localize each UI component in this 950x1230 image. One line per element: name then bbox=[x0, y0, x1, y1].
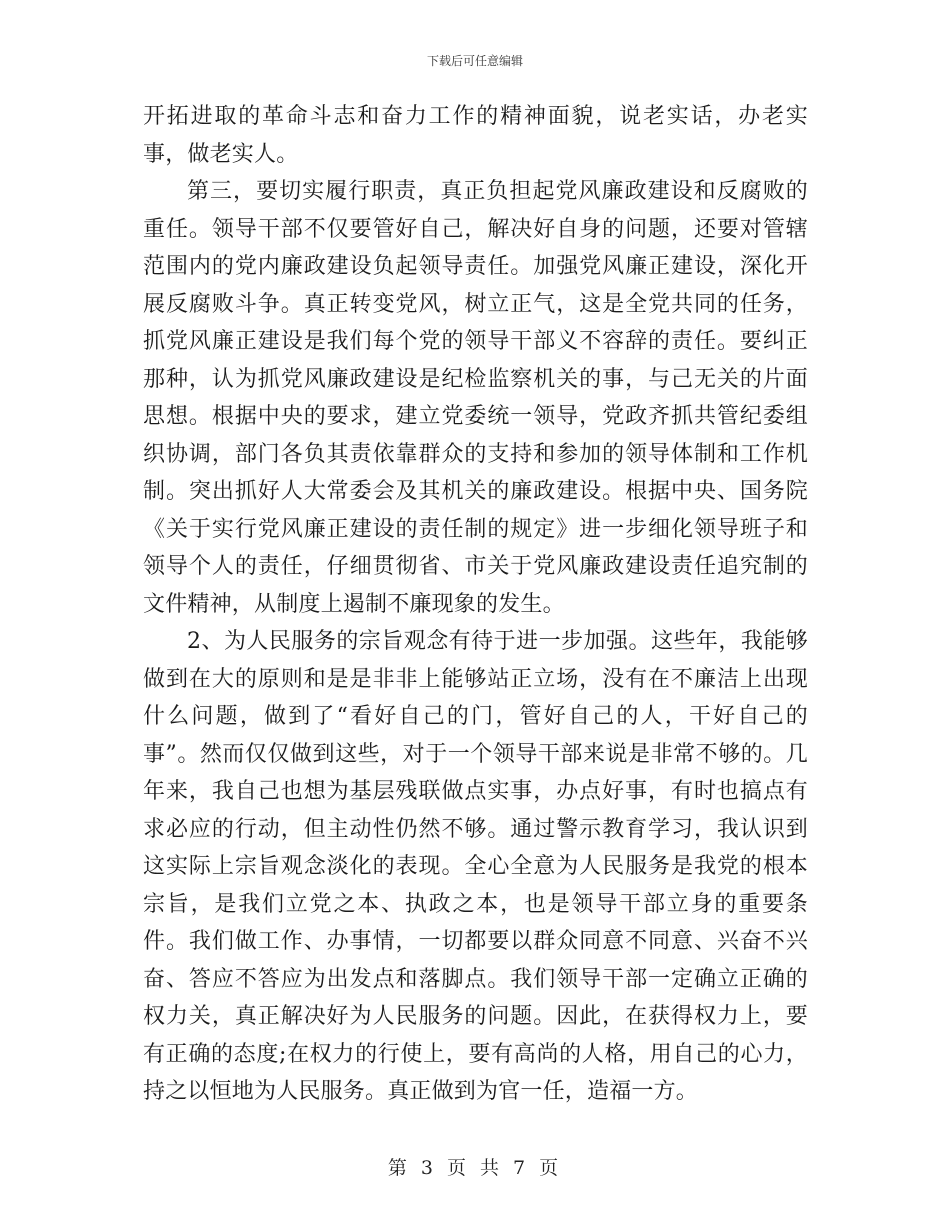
paragraph-third-point: 第三，要切实履行职责，真正负担起党风廉政建设和反腐败的重任。领导干部不仅要管好自己，解决好自身的问题，还要对管辖范围内的党内廉政建设负起领导责任。加强党风廉正建设，深化开展反腐败斗争。真正转变党风，树立正气，这是全党共同的任务，抓党风廉正建设是我们每个党的领导干部义不容辞的责任。要纠正那种，认为抓党风廉政建设是纪检监察机关的事，与己无关的片面思想。根据中央的要求，建立党委统一领导，党政齐抓共管纪委组织协调，部门各负其责依靠群众的支持和参加的领导体制和工作机制。突出抓好人大常委会及其机关的廉政建设。根据中央、国务院《关于实行党风廉正建设的责任制的规定》进一步细化领导班子和领导个人的责任，仔细贯彻省、市关于党风廉政建设责任追究制的文件精神，从制度上遏制不廉现象的发生。 bbox=[143, 179, 808, 617]
paragraph-service-purpose: 2、为人民服务的宗旨观念有待于进一步加强。这些年，我能够做到在大的原则和是是非非上能够站正立场，没有在不廉洁上出现什么问题，做到了“看好自己的门，管好自己的人，干好自己的事”。然而仅仅做到这些，对于一个领导干部来说是非常不够的。几年来，我自己也想为基层残联做点实事，办点好事，有时也搞点有求必应的行动，但主动性仍然不够。通过警示教育学习，我认识到这实际上宗旨观念淡化的表现。全心全意为人民服务是我党的根本宗旨，是我们立党之本、执政之本，也是领导干部立身的重要条件。我们做工作、办事情，一切都要以群众同意不同意、兴奋不兴奋、答应不答应为出发点和落脚点。我们领导干部一定确立正确的权力关，真正解决好为人民服务的问题。因此，在获得权力上，要有正确的态度;在权力的行使上，要有高尚的人格，用自己的心力，持之以恒地为人民服务。真正做到为官一任，造福一方。 bbox=[143, 629, 808, 1104]
page-header-note: 下载后可任意编辑 bbox=[426, 54, 523, 68]
page-number-footer: 第 3 页 共 7 页 bbox=[387, 1157, 563, 1179]
document-body bbox=[143, 98, 808, 1111]
paragraph-continuation: 开拓进取的革命斗志和奋力工作的精神面貌，说老实话，办老实事，做老实人。 bbox=[143, 104, 808, 167]
